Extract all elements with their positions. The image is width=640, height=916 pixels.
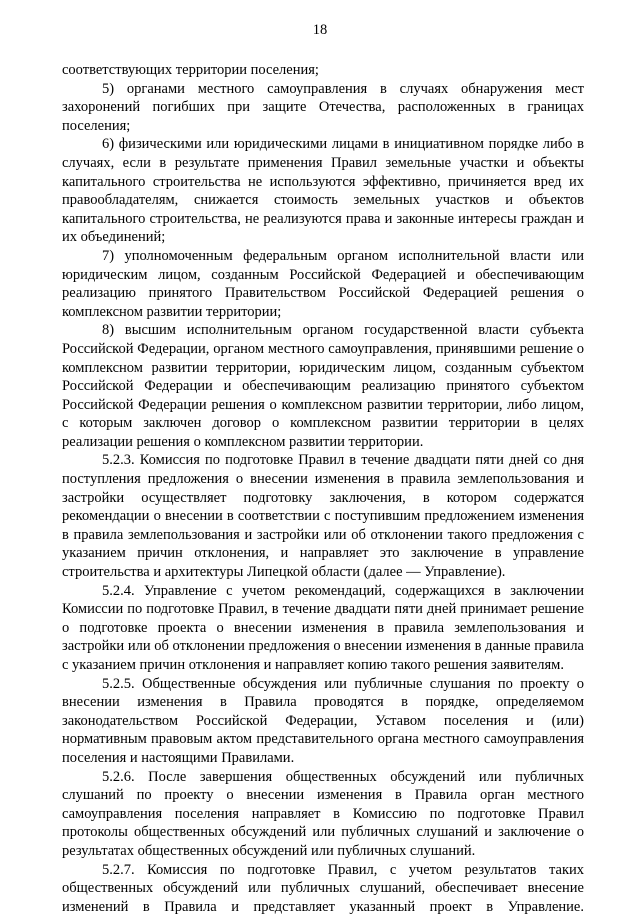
paragraph-5-2-6: 5.2.6. После завершения общественных обсуждений или публичных слушаний по проекту о внесении изменения в Правила орган местного самоуправления поселения направляет в Комиссию по подготовке Правил протоколы общественных обсуждений или публичных слушаний и заключение о результатах общественных обсуждений или публичных слушаний. — [62, 768, 584, 859]
document-body — [62, 61, 584, 916]
paragraph-5-2-7: 5.2.7. Комиссия по подготовке Правил, с учетом результатов таких общественных обсуждений или публичных слушаний, обеспечивает внесение изменений в Правила и представляет указанный проект в Управление. — [62, 861, 584, 915]
page-number: 18 — [312, 22, 328, 38]
paragraph-continuation: соответствующих территории поселения; — [62, 62, 319, 78]
paragraph-5-2-4: 5.2.4. Управление с учетом рекомендаций, содержащихся в заключении Комиссии по подготовке Правил, в течение двадцати пяти дней принимает решение о подготовке проекта о внесении изменения в правила землепользования и застройки или об отклонении предложения о внесении изменения в данные правила с указанием причин отклонения и направляет копию такого решения заявителям. — [62, 582, 584, 673]
paragraph-item-8: 8) высшим исполнительным органом государственной власти субъекта Российской Федерации, органом местного самоуправления, принявшими решение о комплексном развитии территории, юридическим лицом, созданным субъектом Российской Федерации и обеспечивающим реализацию принятого субъектом Российской Федерации решения о комплексном развитии территории, либо лицом, с которым заключен договор о комплексном развитии территории в целях реализации решения о комплексном развитии территории. — [62, 322, 584, 450]
paragraph-item-6: 6) физическими или юридическими лицами в инициативном порядке либо в случаях, если в результате применения Правил земельные участки и объекты капитального строительства не используются эффективно, причиняется вред их правообладателям, снижается стоимость земельных участков и объектов капитального строительства, не реализуются права и законные интересы граждан и их объединений; — [62, 136, 584, 246]
paragraph-5-2-3: 5.2.3. Комиссия по подготовке Правил в течение двадцати пяти дней со дня поступления предложения о внесении изменения в правила землепользования и застройки осуществляет подготовку заключения, в котором содержатся рекомендации о внесении в соответствии с поступившим предложением изменения в правила землепользования и застройки или об отклонении такого предложения с указанием причин отклонения, и направляет это заключение в управление строительства и архитектуры Липецкой области (далее — Управление). — [62, 452, 584, 581]
paragraph-item-5: 5) органами местного самоуправления в случаях обнаружения мест захоронений погибших при защите Отечества, расположенных в границах поселения; — [62, 80, 584, 134]
paragraph-5-2-5: 5.2.5. Общественные обсуждения или публичные слушания по проекту о внесении изменения в Правила проводятся в порядке, определяемом законодательством Российской Федерации, Уставом поселения и (или) нормативным правовым актом представительного органа местного самоуправления поселения и настоящими Правилами. — [62, 675, 584, 766]
paragraph-item-7: 7) уполномоченным федеральным органом исполнительной власти или юридическим лицом, созданным Российской Федерацией и обеспечивающим реализацию принятого Правительством Российской Федерацией решения о комплексном развитии территории; — [62, 247, 584, 320]
